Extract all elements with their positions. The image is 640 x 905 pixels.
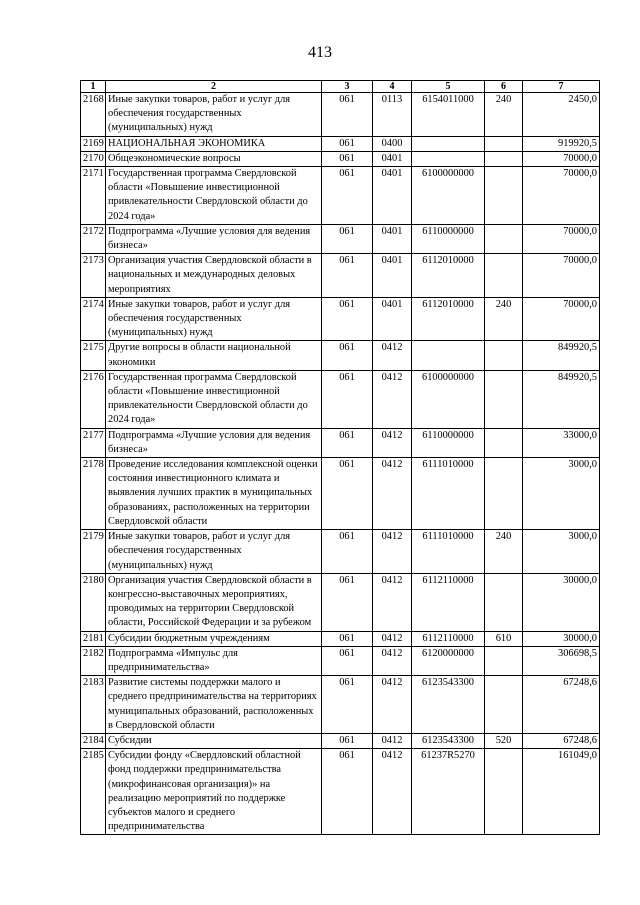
code-ministry: 061 <box>322 646 373 675</box>
row-name: Проведение исследования комплексной оценки состояния инвестиционного климата и выявления лучших практик в муниципальных образованиях, расположенных на территории Свердловской области <box>106 458 322 530</box>
code-section: 0412 <box>373 733 412 748</box>
table-row <box>81 167 600 225</box>
row-name: Государственная программа Свердловской области «Повышение инвестиционной привлекательности Свердловской области до 2024 года» <box>106 167 322 225</box>
row-name: Государственная программа Свердловской области «Повышение инвестиционной привлекательности Свердловской области до 2024 года» <box>106 370 322 428</box>
code-section: 0412 <box>373 370 412 428</box>
row-name: Подпрограмма «Лучшие условия для ведения бизнеса» <box>106 224 322 253</box>
code-section: 0412 <box>373 428 412 457</box>
row-amount: 33000,0 <box>523 428 600 457</box>
code-ministry: 061 <box>322 341 373 370</box>
code-target: 6112010000 <box>412 297 485 341</box>
row-number: 2174 <box>81 297 106 341</box>
row-amount: 70000,0 <box>523 224 600 253</box>
column-header: 5 <box>412 81 485 93</box>
code-ministry: 061 <box>322 458 373 530</box>
row-number: 2183 <box>81 676 106 734</box>
table-row <box>81 573 600 631</box>
code-expense-type <box>485 370 523 428</box>
code-target: 6120000000 <box>412 646 485 675</box>
row-name: Развитие системы поддержки малого и среднего предпринимательства на территориях муниципальных образований, расположенных в Свердловской области <box>106 676 322 734</box>
code-expense-type <box>485 224 523 253</box>
code-expense-type: 610 <box>485 631 523 646</box>
table-row <box>81 458 600 530</box>
code-expense-type: 240 <box>485 297 523 341</box>
code-expense-type <box>485 167 523 225</box>
code-section: 0113 <box>373 93 412 137</box>
row-name: Субсидии <box>106 733 322 748</box>
code-section: 0412 <box>373 573 412 631</box>
code-ministry: 061 <box>322 224 373 253</box>
code-target: 6154011000 <box>412 93 485 137</box>
row-number: 2181 <box>81 631 106 646</box>
row-amount: 30000,0 <box>523 573 600 631</box>
row-amount: 70000,0 <box>523 254 600 298</box>
row-number: 2182 <box>81 646 106 675</box>
table-row <box>81 93 600 137</box>
code-ministry: 061 <box>322 631 373 646</box>
code-target: 6112110000 <box>412 631 485 646</box>
row-number: 2170 <box>81 151 106 166</box>
row-number: 2184 <box>81 733 106 748</box>
row-name: Субсидии фонду «Свердловский областной фонд поддержки предпринимательства (микрофинансовая организация)» на реализацию мероприятий по поддержке субъектов малого и среднего предпринимательства <box>106 749 322 835</box>
row-number: 2185 <box>81 749 106 835</box>
table-row <box>81 676 600 734</box>
row-name: Организация участия Свердловской области в конгрессно-выставочных мероприятиях, проводимых на территории Свердловской области, Российской Федерации и за рубежом <box>106 573 322 631</box>
code-target: 6112010000 <box>412 254 485 298</box>
row-number: 2173 <box>81 254 106 298</box>
row-amount: 161049,0 <box>523 749 600 835</box>
row-number: 2177 <box>81 428 106 457</box>
row-amount: 849920,5 <box>523 370 600 428</box>
code-expense-type <box>485 573 523 631</box>
code-target: 6123543300 <box>412 676 485 734</box>
code-expense-type <box>485 646 523 675</box>
row-amount: 30000,0 <box>523 631 600 646</box>
row-amount: 3000,0 <box>523 458 600 530</box>
code-ministry: 061 <box>322 428 373 457</box>
table-row <box>81 136 600 151</box>
row-number: 2176 <box>81 370 106 428</box>
row-number: 2172 <box>81 224 106 253</box>
column-header: 6 <box>485 81 523 93</box>
code-expense-type: 240 <box>485 93 523 137</box>
code-target: 6123543300 <box>412 733 485 748</box>
code-section: 0412 <box>373 458 412 530</box>
row-amount: 849920,5 <box>523 341 600 370</box>
table-row <box>81 297 600 341</box>
row-amount: 2450,0 <box>523 93 600 137</box>
row-name: Подпрограмма «Лучшие условия для ведения бизнеса» <box>106 428 322 457</box>
code-target <box>412 341 485 370</box>
code-expense-type <box>485 749 523 835</box>
code-expense-type <box>485 428 523 457</box>
row-number: 2171 <box>81 167 106 225</box>
row-name: Общеэкономические вопросы <box>106 151 322 166</box>
code-ministry: 061 <box>322 733 373 748</box>
code-section: 0412 <box>373 646 412 675</box>
table-row <box>81 646 600 675</box>
code-section: 0412 <box>373 676 412 734</box>
code-ministry: 061 <box>322 254 373 298</box>
code-target: 6100000000 <box>412 167 485 225</box>
code-ministry: 061 <box>322 676 373 734</box>
code-expense-type <box>485 341 523 370</box>
code-section: 0400 <box>373 136 412 151</box>
row-number: 2168 <box>81 93 106 137</box>
code-section: 0401 <box>373 151 412 166</box>
code-section: 0412 <box>373 530 412 574</box>
code-target: 61237R5270 <box>412 749 485 835</box>
table-row <box>81 631 600 646</box>
row-name: Субсидии бюджетным учреждениям <box>106 631 322 646</box>
code-expense-type <box>485 254 523 298</box>
code-expense-type <box>485 676 523 734</box>
code-ministry: 061 <box>322 151 373 166</box>
row-name: Организация участия Свердловской области в национальных и международных деловых мероприятиях <box>106 254 322 298</box>
column-header: 1 <box>81 81 106 93</box>
row-name: Подпрограмма «Импульс для предпринимательства» <box>106 646 322 675</box>
code-section: 0401 <box>373 254 412 298</box>
code-section: 0412 <box>373 631 412 646</box>
row-amount: 70000,0 <box>523 151 600 166</box>
code-expense-type <box>485 136 523 151</box>
code-ministry: 061 <box>322 297 373 341</box>
column-header: 7 <box>523 81 600 93</box>
table-row <box>81 530 600 574</box>
page-number: 413 <box>308 44 332 61</box>
code-ministry: 061 <box>322 136 373 151</box>
code-expense-type <box>485 151 523 166</box>
code-section: 0401 <box>373 297 412 341</box>
table-row <box>81 151 600 166</box>
table-row <box>81 749 600 835</box>
code-expense-type: 240 <box>485 530 523 574</box>
row-name: Иные закупки товаров, работ и услуг для обеспечения государственных (муниципальных) нужд <box>106 93 322 137</box>
row-number: 2175 <box>81 341 106 370</box>
budget-table <box>80 80 600 835</box>
row-amount: 67248,6 <box>523 733 600 748</box>
code-ministry: 061 <box>322 167 373 225</box>
table-row <box>81 341 600 370</box>
row-number: 2169 <box>81 136 106 151</box>
row-name: Иные закупки товаров, работ и услуг для обеспечения государственных (муниципальных) нужд <box>106 297 322 341</box>
code-ministry: 061 <box>322 573 373 631</box>
table-row <box>81 370 600 428</box>
code-expense-type: 520 <box>485 733 523 748</box>
row-name: Иные закупки товаров, работ и услуг для обеспечения государственных (муниципальных) нужд <box>106 530 322 574</box>
column-header: 2 <box>106 81 322 93</box>
row-amount: 70000,0 <box>523 297 600 341</box>
table-row <box>81 254 600 298</box>
row-amount: 70000,0 <box>523 167 600 225</box>
row-amount: 3000,0 <box>523 530 600 574</box>
code-ministry: 061 <box>322 749 373 835</box>
code-ministry: 061 <box>322 530 373 574</box>
code-section: 0401 <box>373 167 412 225</box>
row-number: 2179 <box>81 530 106 574</box>
code-target: 6110000000 <box>412 224 485 253</box>
code-ministry: 061 <box>322 370 373 428</box>
row-amount: 919920,5 <box>523 136 600 151</box>
row-name: НАЦИОНАЛЬНАЯ ЭКОНОМИКА <box>106 136 322 151</box>
row-number: 2180 <box>81 573 106 631</box>
column-header: 3 <box>322 81 373 93</box>
header-row <box>81 81 600 93</box>
code-section: 0412 <box>373 749 412 835</box>
row-number: 2178 <box>81 458 106 530</box>
row-amount: 306698,5 <box>523 646 600 675</box>
table-row <box>81 224 600 253</box>
row-amount: 67248,6 <box>523 676 600 734</box>
code-target <box>412 151 485 166</box>
code-section: 0401 <box>373 224 412 253</box>
code-section: 0412 <box>373 341 412 370</box>
code-ministry: 061 <box>322 93 373 137</box>
code-target: 6111010000 <box>412 530 485 574</box>
code-target: 6100000000 <box>412 370 485 428</box>
row-name: Другие вопросы в области национальной экономики <box>106 341 322 370</box>
column-header: 4 <box>373 81 412 93</box>
code-target: 6111010000 <box>412 458 485 530</box>
table-row <box>81 428 600 457</box>
code-expense-type <box>485 458 523 530</box>
table-row <box>81 733 600 748</box>
code-target: 6110000000 <box>412 428 485 457</box>
code-target: 6112110000 <box>412 573 485 631</box>
code-target <box>412 136 485 151</box>
